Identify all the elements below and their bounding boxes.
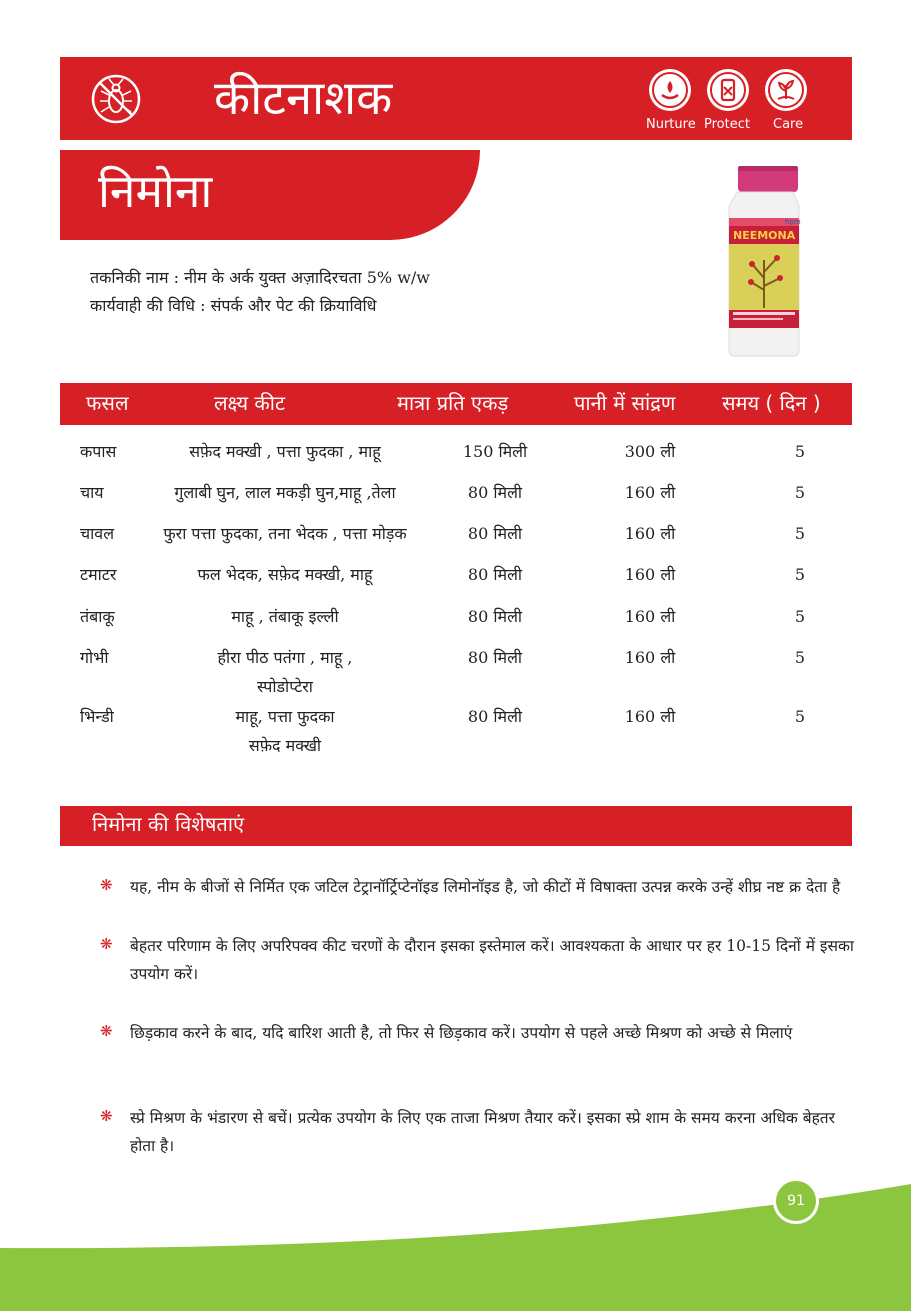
- sun-bullet-icon: ❋: [100, 876, 113, 894]
- cell-days: 5: [794, 483, 806, 502]
- header-water-concentration: पानी में सांद्रण: [574, 391, 676, 415]
- cell-water: 160 ली: [624, 648, 676, 667]
- page-number: 91: [773, 1178, 819, 1224]
- cell-pest: फल भेदक, सफ़ेद मक्खी, माहू: [197, 565, 373, 584]
- feature-item: यह, नीम के बीजों से निर्मित एक जटिल टेट्रानॉर्ट्रिप्टेनॉइड लिमोनॉइड है, जो कीटों में विषाक्ता उत्पन्न करके उन्हें शीघ्र नष्ट क्र देता है: [130, 878, 841, 896]
- bottle-brand: hpm: [785, 218, 801, 226]
- cell-dose: 80 मिली: [467, 648, 523, 667]
- cell-days: 5: [794, 707, 806, 726]
- badge-label-nurture: Nurture: [646, 117, 696, 132]
- cell-pest-line2: सफ़ेद मक्खी: [248, 736, 322, 755]
- feature-item: छिड़काव करने के बाद, यदि बारिश आती है, तो फिर से छिड़काव करें। उपयोग से पहले अच्छे मिश्रण को अच्छे से मिलाएं: [130, 1024, 793, 1042]
- cell-crop: चाय: [80, 483, 104, 502]
- cell-crop: भिन्डी: [80, 707, 114, 726]
- cell-pest-line2: स्पोडोप्टेरा: [257, 677, 313, 696]
- cell-days: 5: [794, 524, 806, 543]
- sun-bullet-icon: ❋: [100, 1107, 113, 1125]
- cell-water: 160 ली: [624, 565, 676, 584]
- category-title: कीटनाशक: [214, 71, 393, 126]
- cell-days: 5: [794, 442, 806, 461]
- cell-crop: तंबाकू: [80, 607, 115, 626]
- cell-pest: हीरा पीठ पतंगा , माहू ,: [217, 648, 353, 667]
- cell-days: 5: [794, 648, 806, 667]
- cell-dose: 80 मिली: [467, 524, 523, 543]
- feature-item: बेहतर परिणाम के लिए अपरिपक्व कीट चरणों के दौरान इसका इस्तेमाल करें। आवश्यकता के आधार पर हर 10-15 दिनों में इसका उपयोग करें।: [130, 937, 854, 983]
- cell-crop: चावल: [80, 524, 115, 543]
- cell-pest: सफ़ेद मक्खी , पत्ता फुदका , माहू: [189, 442, 381, 461]
- header-dose-per-acre: मात्रा प्रति एकड़: [397, 391, 509, 415]
- cell-water: 160 ली: [624, 607, 676, 626]
- cell-pest: गुलाबी घुन, लाल मकड़ी घुन,माहू ,तेला: [174, 483, 396, 502]
- features-title: निमोना की विशेषताएं: [92, 812, 245, 836]
- product-bottle-image: [725, 160, 817, 360]
- cell-water: 160 ली: [624, 524, 676, 543]
- mode-of-action: कार्यवाही की विधि : संपर्क और पेट की क्रियाविधि: [90, 296, 377, 315]
- cell-dose: 80 मिली: [467, 483, 523, 502]
- badge-label-protect: Protect: [704, 117, 750, 132]
- cell-dose: 80 मिली: [467, 565, 523, 584]
- product-title: निमोना: [98, 164, 213, 218]
- header-days: समय ( दिन ): [722, 391, 821, 415]
- cell-dose: 80 मिली: [467, 707, 523, 726]
- cell-crop: टमाटर: [80, 565, 117, 584]
- cell-water: 300 ली: [624, 442, 676, 461]
- cell-dose: 150 मिली: [462, 442, 528, 461]
- cell-days: 5: [794, 565, 806, 584]
- cell-water: 160 ली: [624, 483, 676, 502]
- cell-crop: कपास: [80, 442, 117, 461]
- cell-days: 5: [794, 607, 806, 626]
- cell-crop: गोभी: [80, 648, 109, 667]
- cell-pest: माहू , तंबाकू इल्ली: [231, 607, 339, 626]
- feature-item: स्प्रे मिश्रण के भंडारण से बचें। प्रत्येक उपयोग के लिए एक ताजा मिश्रण तैयार करें। इसका स्प्रे शाम के समय करना अधिक बेहतर होता है।: [130, 1109, 835, 1155]
- hand-leaf-icon: [647, 67, 693, 113]
- sun-bullet-icon: ❋: [100, 935, 113, 953]
- cell-water: 160 ली: [624, 707, 676, 726]
- shield-icon: [705, 67, 751, 113]
- header-crop: फसल: [86, 391, 129, 415]
- no-insect-icon: [90, 73, 142, 125]
- badge-label-care: Care: [773, 117, 804, 132]
- header-target-pest: लक्ष्य कीट: [214, 391, 286, 415]
- sun-bullet-icon: ❋: [100, 1022, 113, 1040]
- cell-pest: माहू, पत्ता फुदका: [235, 707, 335, 726]
- bottle-label: NEEMONA: [733, 229, 796, 242]
- cell-pest: फुरा पत्ता फुदका, तना भेदक , पत्ता मोड़क: [163, 524, 407, 543]
- plant-care-icon: [763, 67, 809, 113]
- technical-name: तकनिकी नाम : नीम के अर्क युक्त अज़ादिरचता 5% w/w: [90, 268, 431, 287]
- cell-dose: 80 मिली: [467, 607, 523, 626]
